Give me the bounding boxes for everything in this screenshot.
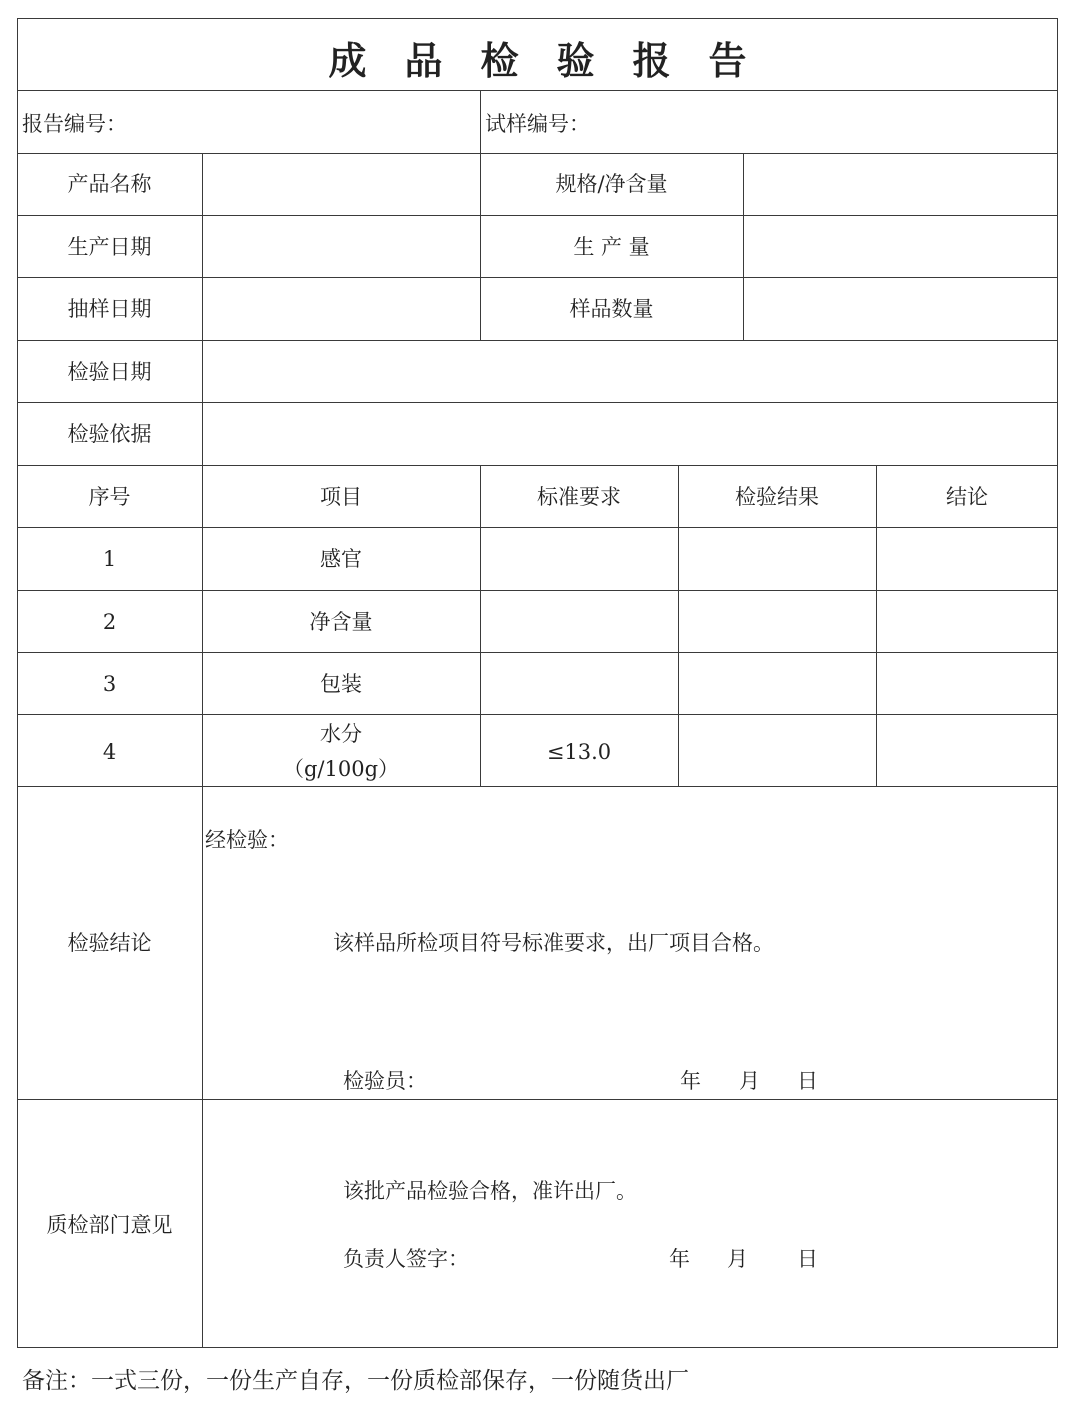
row-standard[interactable]: ≤13.0 (546, 740, 612, 764)
conclusion-month: 月 (739, 1069, 760, 1093)
spec-label: 规格/净含量 (555, 172, 668, 196)
divider (202, 153, 203, 1348)
qc-month: 月 (727, 1247, 748, 1271)
sample-number-label: 试样编号： (485, 112, 590, 136)
spec-field[interactable] (745, 155, 1055, 213)
conclusion-day: 日 (797, 1069, 818, 1093)
inspector-signature-field[interactable] (430, 1062, 670, 1096)
product-name-label: 产品名称 (67, 172, 152, 196)
sample-qty-label: 样品数量 (569, 297, 654, 321)
divider (17, 215, 1058, 216)
divider (17, 153, 1058, 154)
inspection-basis-label: 检验依据 (67, 422, 152, 446)
inspection-basis-field[interactable] (204, 404, 1055, 462)
divider (17, 1099, 1058, 1100)
signer-signature-field[interactable] (475, 1240, 660, 1274)
divider (17, 465, 1058, 466)
inspector-label: 检验员： (343, 1069, 427, 1093)
divider (480, 465, 481, 786)
row-number: 3 (102, 672, 117, 696)
conclusion-year: 年 (680, 1069, 701, 1093)
conclusion-intro: 经检验： (205, 828, 289, 852)
row-number: 2 (102, 610, 117, 634)
qc-opinion-label: 质检部门意见 (46, 1213, 173, 1237)
qc-year: 年 (669, 1247, 690, 1271)
inspection-date-label: 检验日期 (67, 360, 152, 384)
table-header: 序号 (88, 485, 131, 509)
divider (17, 590, 1058, 591)
conclusion-text: 该样品所检项目符号标准要求，出厂项目合格。 (333, 931, 774, 955)
inspection-date-field[interactable] (204, 342, 1055, 400)
row-item: 包装 (320, 672, 362, 696)
product-name-field[interactable] (204, 155, 478, 213)
divider (17, 340, 1058, 341)
row-item: 感官 (320, 547, 362, 571)
divider (17, 786, 1058, 787)
divider (17, 277, 1058, 278)
sample-number-field[interactable] (593, 95, 1053, 149)
divider (678, 465, 679, 786)
divider (17, 402, 1058, 403)
row-item: 净含量 (309, 610, 373, 634)
divider (17, 714, 1058, 715)
sample-qty-field[interactable] (745, 279, 1055, 337)
divider (17, 527, 1058, 528)
divider (876, 465, 877, 786)
sampling-date-field[interactable] (204, 279, 478, 337)
row-number: 1 (102, 547, 117, 571)
table-header: 检验结果 (735, 485, 819, 509)
table-header: 结论 (946, 485, 988, 509)
production-date-label: 生产日期 (67, 235, 152, 259)
divider (17, 90, 1058, 91)
sampling-date-label: 抽样日期 (67, 297, 152, 321)
footer-note: 备注：一式三份，一份生产自存，一份质检部保存，一份随货出厂 (22, 1368, 689, 1394)
report-title: 成品检验报告 (328, 39, 785, 83)
report-number-label: 报告编号： (22, 112, 127, 136)
table-header: 项目 (320, 485, 362, 509)
production-qty-field[interactable] (745, 217, 1055, 275)
production-date-field[interactable] (204, 217, 478, 275)
qc-opinion-text: 该批产品检验合格，准许出厂。 (343, 1179, 637, 1203)
production-qty-label: 生 产 量 (573, 235, 650, 259)
signer-label: 负责人签字： (343, 1247, 469, 1271)
table-header: 标准要求 (537, 485, 621, 509)
divider (743, 153, 744, 340)
row-number: 4 (102, 740, 117, 764)
divider (17, 652, 1058, 653)
qc-day: 日 (797, 1247, 818, 1271)
report-number-field[interactable] (130, 95, 475, 149)
row-item: 水分 (320, 722, 362, 746)
conclusion-label: 检验结论 (67, 931, 152, 955)
row-item-unit: （g/100g） (282, 757, 400, 781)
